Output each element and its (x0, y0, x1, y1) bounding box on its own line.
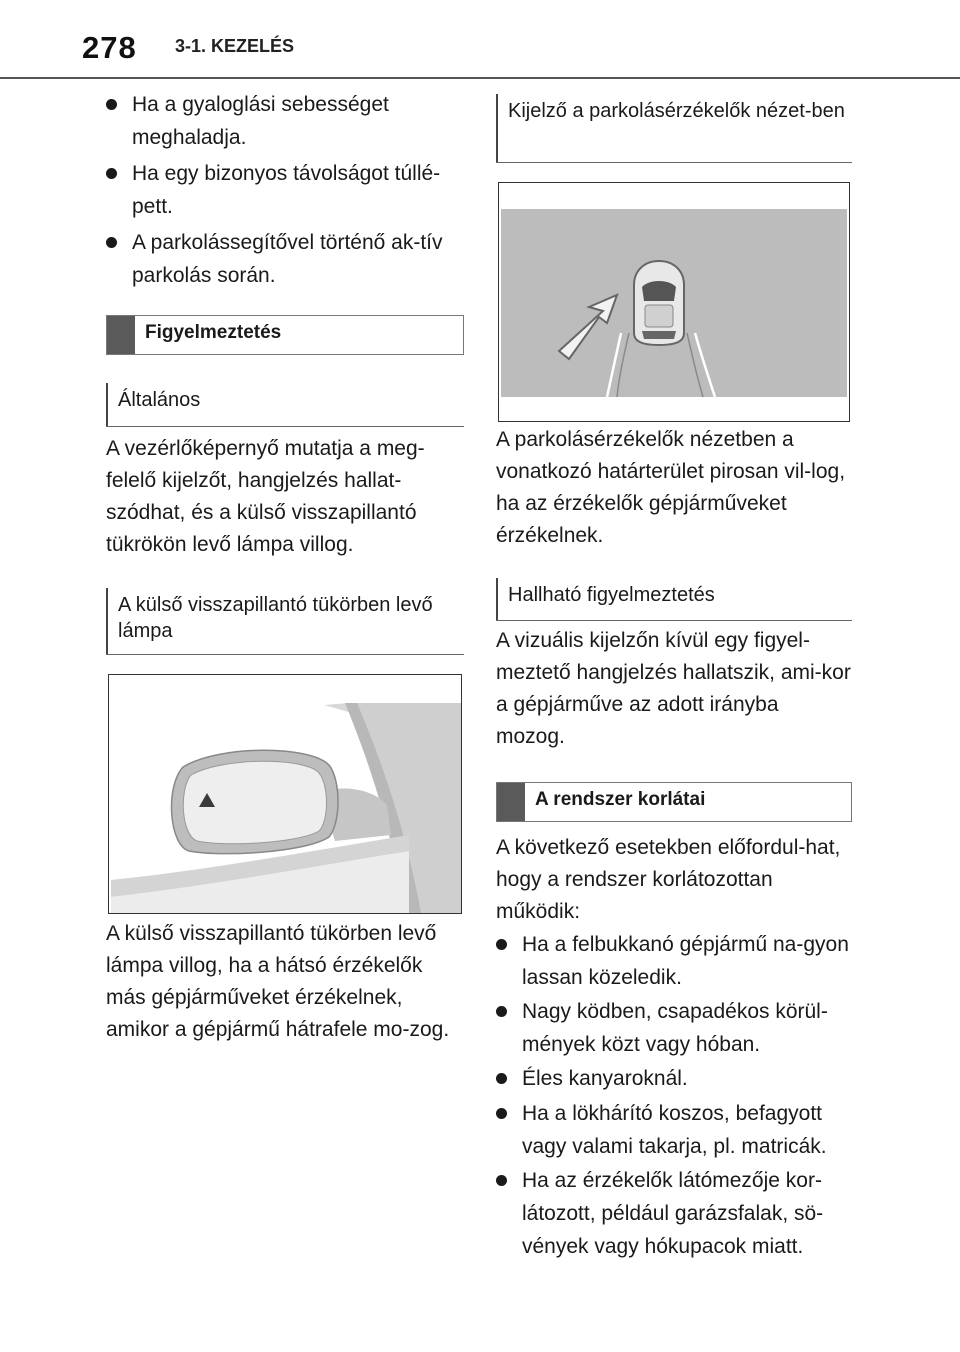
paragraph-general: A vezérlőképernyő mutatja a meg-felelő kijelzőt, hangjelzés hallat-szódhat, és a külső visszapillantó tükrökön levő lámpa villog. (106, 437, 425, 556)
list-item: Ha a lökhárító koszos, befagyott vagy valami takarja, pl. matricák. (496, 1097, 852, 1163)
subheading-audible: Hallható figyelmeztetés (496, 578, 852, 620)
list-item: Nagy ködben, csapadékos körül-mények közt vagy hóban. (496, 995, 852, 1061)
mirror-illustration (108, 674, 462, 914)
warning-title: A rendszer korlátai (535, 789, 706, 810)
subheading-rule (106, 654, 464, 655)
section-title: 3-1. KEZELÉS (175, 36, 295, 56)
list-item: Ha egy bizonyos távolságot túllé-pett. (106, 157, 472, 223)
page-number: 278 (82, 30, 137, 65)
subheading-rule (106, 426, 464, 427)
warning-bar (497, 783, 525, 821)
parking-sensor-display-illustration (498, 182, 850, 422)
paragraph-mirror-lamp: A külső visszapillantó tükörben levő lámpa villog, ha a hátsó érzékelők más gépjárműveket érzékelnek, amikor a gépjármű hátrafele mo-zog. (106, 922, 450, 1041)
warning-box (106, 315, 464, 355)
subheading-rule (496, 620, 852, 621)
list-item: Ha az érzékelők látómezője kor-látozott, például garázsfalak, sö-vények vagy hókupacok miatt. (496, 1164, 852, 1263)
parking-sensor-view-image (499, 183, 850, 422)
paragraph-display: A parkolásérzékelők nézetben a vonatkozó határterület pirosan vil-log, ha az érzékelők gépjárműveket érzékelnek. (496, 428, 846, 547)
header-divider (0, 77, 960, 79)
list-item: A parkolássegítővel történő ak-tív parkolás során. (106, 226, 452, 292)
warning-box (496, 782, 852, 822)
subheading-mirror-lamp: A külső visszapillantó tükörben levő lámpa (106, 588, 464, 654)
subheading-general: Általános (106, 383, 464, 427)
paragraph-limits: A következő esetekben előfordul-hat, hogy a rendszer korlátozottan működik: (496, 836, 841, 923)
subheading-display: Kijelző a parkolásérzékelők nézet-ben (496, 94, 852, 162)
list-item: Éles kanyaroknál. (496, 1062, 852, 1095)
warning-title: Figyelmeztetés (145, 322, 282, 343)
warning-bar (107, 316, 135, 354)
list-item: Ha a felbukkanó gépjármű na-gyon lassan közeledik. (496, 928, 852, 994)
paragraph-audible: A vizuális kijelzőn kívül egy figyel-meztető hangjelzés hallatszik, ami-kor a gépjárműve az adott irányba mozog. (496, 629, 851, 748)
side-mirror-image (109, 675, 462, 914)
page-header (0, 0, 960, 78)
subheading-rule (496, 162, 852, 163)
list-item: Ha a gyaloglási sebességet meghaladja. (106, 88, 472, 154)
